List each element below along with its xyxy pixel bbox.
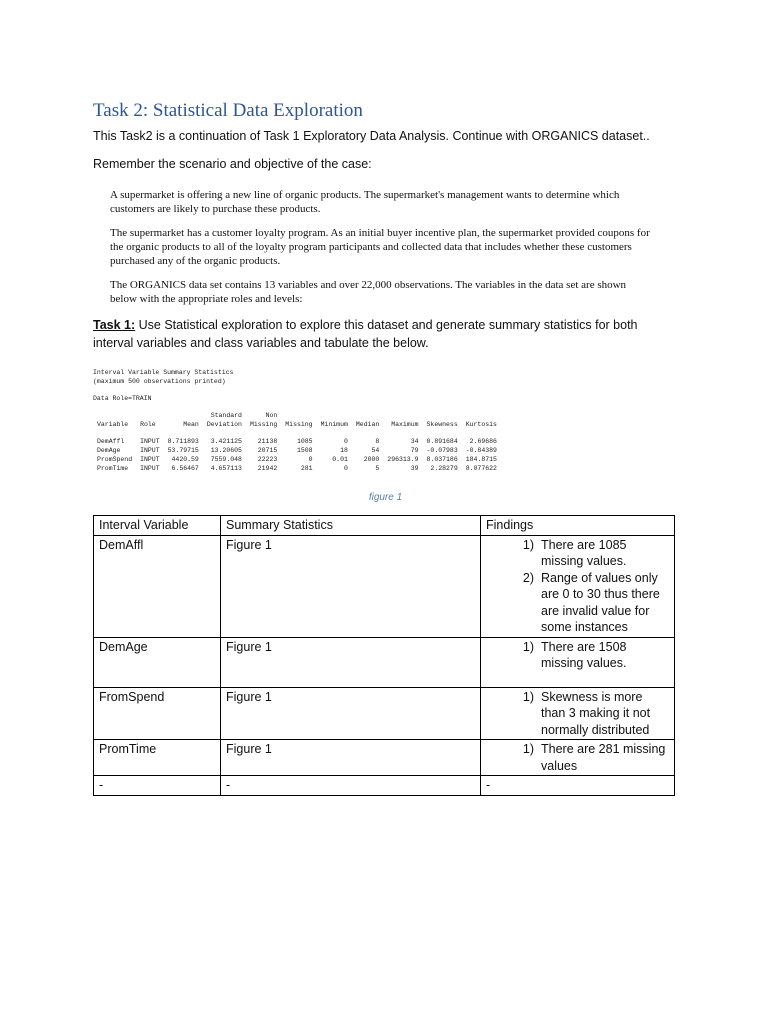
interval-variable-cell: PromTime — [94, 740, 221, 776]
interval-variable-cell: - — [94, 776, 221, 796]
sas-data-cell: 0 — [343, 438, 348, 445]
sas-data-cell: 0 — [343, 465, 348, 472]
sas-data-cell: INPUT — [140, 447, 160, 454]
sas-data-cell: 2.69686 — [469, 438, 497, 445]
sas-header-row — [93, 420, 501, 429]
sas-data-cell: -0.84389 — [465, 447, 497, 454]
interval-variable-cell: FromSpend — [94, 687, 221, 740]
scenario-excerpt — [110, 188, 650, 306]
sas-data-cell: 2000 — [363, 456, 380, 463]
sas-data-cell: 3.421125 — [210, 438, 242, 445]
sas-header-cell: Kurtosis — [465, 421, 497, 428]
findings-table — [93, 515, 675, 796]
summary-statistics-cell: Figure 1 — [221, 637, 481, 687]
findings-list — [486, 639, 669, 672]
finding-number: 1) — [522, 689, 534, 704]
findings-header-cell: Findings — [481, 516, 675, 536]
finding-item — [486, 639, 669, 672]
summary-statistics-cell: Figure 1 — [221, 535, 481, 637]
sas-data-cell: 6.56467 — [171, 465, 199, 472]
sas-data-cell: DemAffl — [97, 438, 125, 445]
sas-data-cell: 1508 — [296, 447, 313, 454]
sas-data-row — [93, 464, 501, 473]
findings-cell: - — [481, 776, 675, 796]
sas-data-cell: 79 — [410, 447, 419, 454]
sas-header-cell: Missing — [285, 421, 313, 428]
sas-header-cell: Skewness — [426, 421, 458, 428]
finding-item — [486, 570, 669, 636]
finding-number: 1) — [522, 537, 534, 552]
sas-header-top — [93, 411, 136, 420]
finding-number: 1) — [522, 639, 534, 654]
scenario-paragraph: The supermarket has a customer loyalty program. As an initial buyer incentive plan, the supermarket provided coupons for the organic products to all of the loyalty program participants and collected data that includes whether these customers purchased any of the organic products. — [110, 227, 650, 267]
interval-variable-cell: DemAffl — [94, 535, 221, 637]
scenario-paragraph: A supermarket is offering a new line of organic products. The supermarket's management wants to determine which customers are likely to purchase these products. — [110, 189, 620, 215]
document-page — [93, 100, 678, 796]
sas-data-cell: PromSpend — [97, 456, 133, 463]
sas-data-cell: 39 — [410, 465, 419, 472]
sas-output-figure — [93, 368, 633, 473]
sas-data-cell: 8.711893 — [167, 438, 199, 445]
sas-data-cell: 18 — [340, 447, 348, 454]
sas-data-cell: 296313.9 — [387, 456, 419, 463]
sas-data-row — [93, 446, 501, 455]
sas-data-cell: 0 — [308, 456, 313, 463]
findings-cell — [481, 687, 675, 740]
findings-header-cell: Interval Variable — [94, 516, 221, 536]
sas-data-cell: 54 — [371, 447, 380, 454]
sas-data-cell: PromTime — [97, 465, 129, 472]
sas-header-top — [136, 411, 164, 420]
sas-data-cell: 8.077622 — [465, 465, 497, 472]
sas-data-cell: DemAge — [97, 447, 121, 454]
sas-data-cell: 21942 — [257, 465, 278, 472]
findings-row — [94, 687, 675, 740]
findings-row — [94, 637, 675, 687]
remember-text: Remember the scenario and objective of the case: — [93, 157, 372, 171]
sas-header-top: Non — [265, 412, 278, 419]
finding-text: Skewness is more than 3 making it not normally distributed — [541, 689, 651, 737]
findings-cell — [481, 637, 675, 687]
finding-item — [486, 741, 669, 774]
sas-data-cell: 7559.048 — [210, 456, 242, 463]
sas-data-cell: 184.8715 — [465, 456, 497, 463]
summary-statistics-cell: Figure 1 — [221, 687, 481, 740]
scenario-paragraph: The ORGANICS data set contains 13 variables and over 22,000 observations. The variables in the data set are shown below with the appropriate roles and levels: — [110, 279, 627, 305]
sas-data-cell: 1085 — [296, 438, 313, 445]
sas-data-row — [93, 455, 501, 464]
finding-text: Range of values only are 0 to 30 thus there are invalid value for some instances — [541, 570, 660, 634]
summary-statistics-cell: Figure 1 — [221, 740, 481, 776]
sas-header-cell: Maximum — [391, 421, 419, 428]
sas-header-cell: Mean — [183, 421, 199, 428]
interval-variable-cell: DemAge — [94, 637, 221, 687]
sas-data-cell: 2.28279 — [430, 465, 458, 472]
finding-number: 1) — [522, 742, 534, 756]
finding-text: There are 1085 missing values. — [541, 537, 627, 568]
sas-data-cell: INPUT — [140, 465, 160, 472]
sas-header-top — [462, 411, 501, 420]
task1-label: Task 1: — [93, 318, 136, 332]
findings-header-cell: Summary Statistics — [221, 516, 481, 536]
sas-data-row — [93, 429, 501, 446]
findings-list — [486, 537, 669, 636]
finding-text: There are 1508 missing values. — [541, 639, 627, 670]
finding-text: There are 281 missing values — [541, 742, 666, 773]
findings-cell — [481, 740, 675, 776]
task1-text: Use Statistical exploration to explore this dataset and generate summary statistics for both interval variables and class variables and tabulate the below. — [93, 318, 638, 350]
sas-title: Interval Variable Summary Statistics — [93, 369, 234, 376]
sas-header-top — [352, 411, 383, 420]
sas-data-cell: 8 — [375, 438, 380, 445]
findings-row — [94, 535, 675, 637]
intro-text: This Task2 is a continuation of Task 1 Exploratory Data Analysis. Continue with ORGANICS dataset.. — [93, 129, 650, 143]
sas-header-cell: Median — [355, 421, 380, 428]
sas-header-cell: Role — [140, 421, 156, 428]
sas-header-top-row — [93, 411, 501, 420]
sas-header-top — [317, 411, 352, 420]
sas-data-cell: 21138 — [257, 438, 278, 445]
sas-data-cell: INPUT — [140, 456, 160, 463]
sas-data-cell: 0.891684 — [426, 438, 458, 445]
findings-list — [486, 689, 669, 739]
sas-data-cell: 4.657113 — [210, 465, 242, 472]
finding-item — [486, 537, 669, 570]
sas-header-top — [281, 411, 316, 420]
sas-data-cell: 281 — [300, 465, 313, 472]
sas-data-cell: 22223 — [257, 456, 278, 463]
figure-caption: figure 1 — [368, 492, 403, 503]
findings-header-row — [94, 516, 675, 536]
sas-header-top — [423, 411, 462, 420]
sas-header-top — [164, 411, 203, 420]
sas-header-cell: Variable — [97, 421, 129, 428]
sas-data-cell: 0.01 — [332, 456, 348, 463]
findings-list — [486, 741, 669, 774]
findings-row — [94, 740, 675, 776]
findings-row — [94, 776, 675, 796]
sas-data-cell: 53.79715 — [167, 447, 199, 454]
sas-data-cell: INPUT — [140, 438, 160, 445]
finding-number: 2) — [522, 570, 534, 585]
sas-data-cell: 8.037186 — [426, 456, 458, 463]
task1-paragraph — [93, 316, 678, 352]
sas-data-cell: 5 — [375, 465, 380, 472]
sas-header-cell: Minimum — [320, 421, 348, 428]
page-title: Task 2: Statistical Data Exploration — [93, 100, 363, 121]
summary-statistics-cell: - — [221, 776, 481, 796]
sas-header-top — [383, 411, 422, 420]
sas-data-cell: 4420.59 — [171, 456, 199, 463]
finding-item — [486, 689, 669, 739]
sas-header-top: Standard — [210, 412, 242, 419]
sas-data-cell: -0.07983 — [426, 447, 458, 454]
sas-data-role: Data Role=TRAIN — [93, 395, 152, 402]
findings-cell — [481, 535, 675, 637]
sas-header-cell: Deviation — [206, 421, 242, 428]
sas-header-cell: Missing — [249, 421, 278, 428]
sas-data-cell: 20715 — [257, 447, 278, 454]
sas-subtitle: (maximum 500 observations printed) — [93, 378, 226, 385]
sas-data-cell: 34 — [410, 438, 419, 445]
sas-stats-table — [93, 411, 501, 473]
sas-data-cell: 13.20605 — [210, 447, 242, 454]
